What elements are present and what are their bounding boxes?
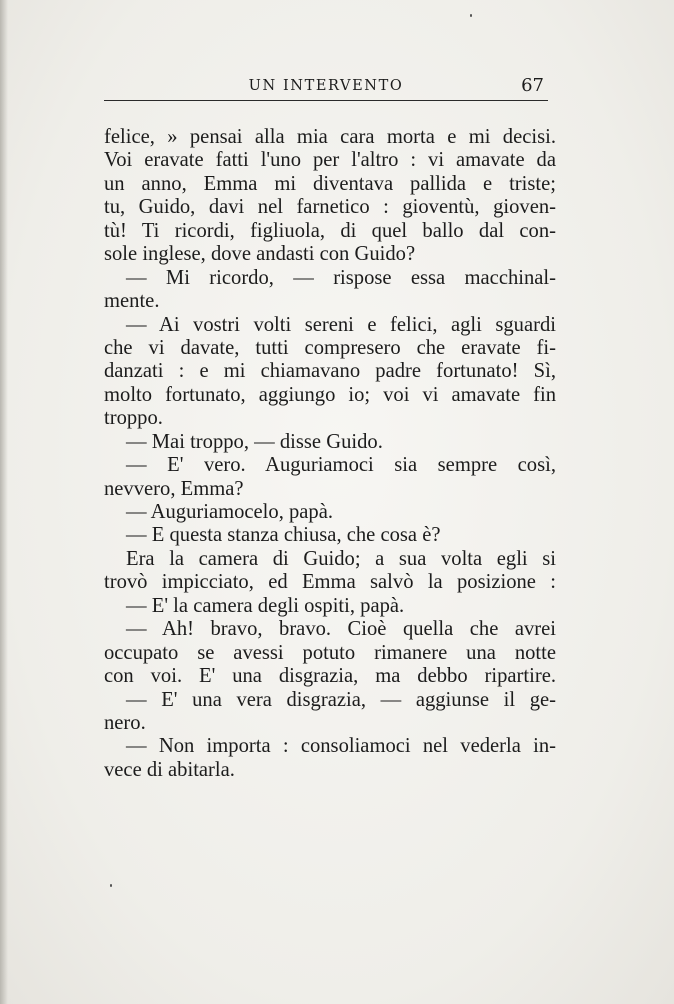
text-line: vece di abitarla. bbox=[104, 758, 235, 781]
print-speck bbox=[470, 14, 472, 17]
text-line: nero. bbox=[104, 711, 146, 734]
text-line: — E' una vera disgrazia, — aggiunse il ge- bbox=[126, 688, 556, 711]
body-text bbox=[104, 126, 556, 782]
page-number: 67 bbox=[521, 75, 544, 96]
text-line: troppo. bbox=[104, 407, 163, 430]
text-line: tù! Ti ricordi, figliuola, di quel ballo dal con- bbox=[104, 219, 556, 242]
print-speck bbox=[110, 884, 112, 887]
text-line: danzati : e mi chiamavano padre fortunato! Sì, bbox=[104, 360, 556, 383]
text-line: — Ai vostri volti sereni e felici, agli sguardi bbox=[126, 313, 556, 336]
text-line: trovò impicciato, ed Emma salvò la posizione : bbox=[104, 571, 556, 594]
text-line: Era la camera di Guido; a sua volta egli si bbox=[126, 547, 556, 570]
text-line: — Non importa : consoliamoci nel vederla in- bbox=[126, 735, 556, 758]
text-line: nevvero, Emma? bbox=[104, 477, 244, 500]
text-line: un anno, Emma mi diventava pallida e triste; bbox=[104, 172, 556, 195]
text-line: tu, Guido, davi nel farnetico : gioventù, gioven- bbox=[104, 196, 556, 219]
text-line: felice, » pensai alla mia cara morta e mi decisi. bbox=[104, 126, 556, 148]
text-line: sole inglese, dove andasti con Guido? bbox=[104, 243, 416, 266]
text-line: — Mi ricordo, — rispose essa macchinal- bbox=[126, 266, 556, 289]
text-line: occupato se avessi potuto rimanere una notte bbox=[104, 641, 556, 664]
text-line: — E questa stanza chiusa, che cosa è? bbox=[126, 524, 441, 547]
text-line: — E' la camera degli ospiti, papà. bbox=[126, 594, 405, 617]
page-gutter-shadow bbox=[0, 0, 8, 1004]
text-line: molto fortunato, aggiungo io; voi vi amavate fin bbox=[104, 383, 556, 406]
running-title: UN INTERVENTO bbox=[248, 78, 404, 94]
text-line: — Ah! bravo, bravo. Cioè quella che avrei bbox=[126, 618, 556, 641]
text-line: Voi eravate fatti l'uno per l'altro : vi amavate da bbox=[104, 149, 556, 172]
text-line: mente. bbox=[104, 290, 160, 313]
text-line: — Mai troppo, — disse Guido. bbox=[126, 430, 383, 453]
text-line: — Auguriamocelo, papà. bbox=[126, 501, 334, 523]
page-header bbox=[104, 76, 548, 101]
text-line: — E' vero. Auguriamoci sia sempre così, bbox=[126, 454, 556, 477]
text-line: con voi. E' una disgrazia, ma debbo ripartire. bbox=[104, 665, 556, 688]
text-line: che vi davate, tutti compresero che eravate fi- bbox=[104, 336, 556, 359]
